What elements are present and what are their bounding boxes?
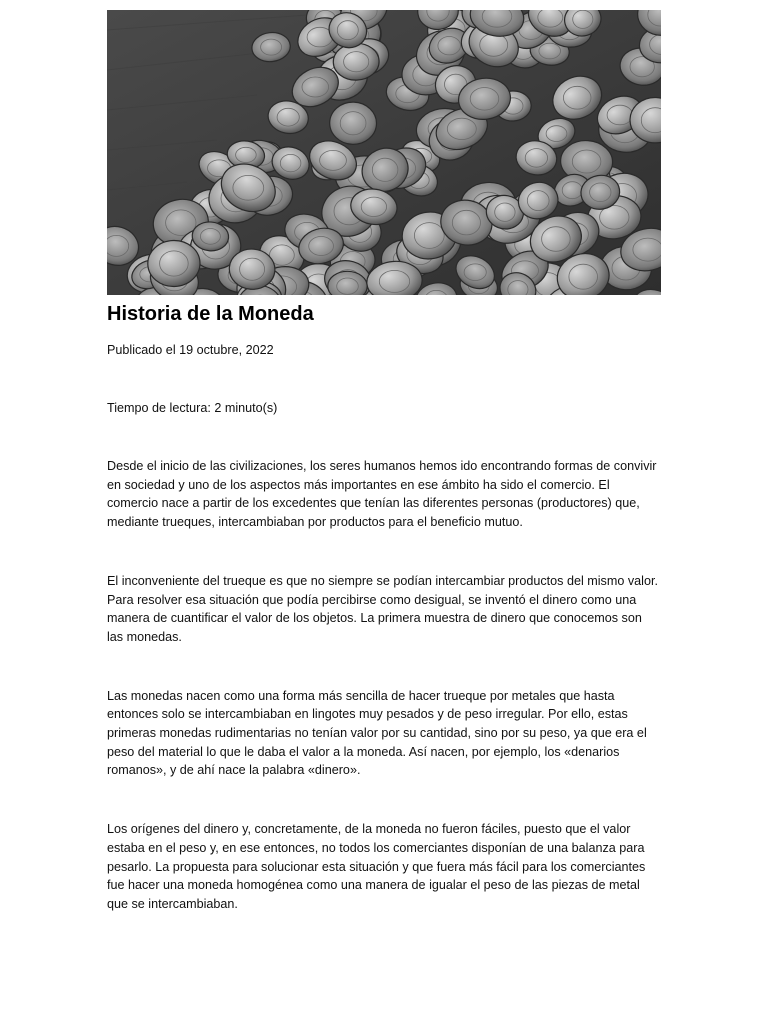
coin-shape — [329, 101, 377, 145]
paragraph-4: Los orígenes del dinero y, concretamente, de la moneda no fueron fáciles, puesto que el valor estaba en el peso y, en ese entonces, no todos los comerciantes disponían de una balanza para pesarlo. La propuesta para solucionar esta situación y que fuera más fácil para los comerciantes fue hacer una moneda homogénea como una manera de igualar el peso de las piezas de metal que se intercambiaban. — [107, 822, 646, 911]
paragraph-2: El inconveniente del trueque es que no siempre se podían intercambiar productos del mismo valor. Para resolver esa situación que podía percibirse como desigual, se inventó el dinero como una manera de cuantificar el valor de los objetos. La primera muestra de dinero que conocemos son las monedas. — [107, 573, 658, 644]
article-title: Historia de la Moneda — [107, 303, 314, 325]
coin-shape — [147, 240, 201, 288]
coin-shape — [333, 43, 380, 81]
paragraph-3: Las monedas nacen como una forma más sencilla de hacer trueque por metales que hasta entonces solo se intercambiaban en lingotes muy pesados y de peso irregular. Por ello, estas primeras monedas rudimentarias no tenían valor por su cantidad, sino por su peso, ya que era el peso del material lo que le daba el valor a la moneda. Así nacen, por ejemplo, los «denarios romanos», y de ahí nace la palabra «dinero». — [107, 688, 647, 778]
article — [107, 10, 661, 914]
coins-photo — [107, 10, 661, 295]
reading-time: Tiempo de lectura: 2 minuto(s) — [107, 401, 278, 415]
publish-date: Publicado el 19 octubre, 2022 — [107, 343, 274, 357]
paragraph-1: Desde el inicio de las civilizaciones, los seres humanos hemos ido encontrando formas de convivir en sociedad y uno de los aspectos más importantes en ese ámbito ha sido el comercio. El comercio nace a partir de los excedentes que tenían las diferentes personas (productores) que, mediante trueques, intercambiaban por productos para el beneficio mutuo. — [107, 459, 657, 530]
